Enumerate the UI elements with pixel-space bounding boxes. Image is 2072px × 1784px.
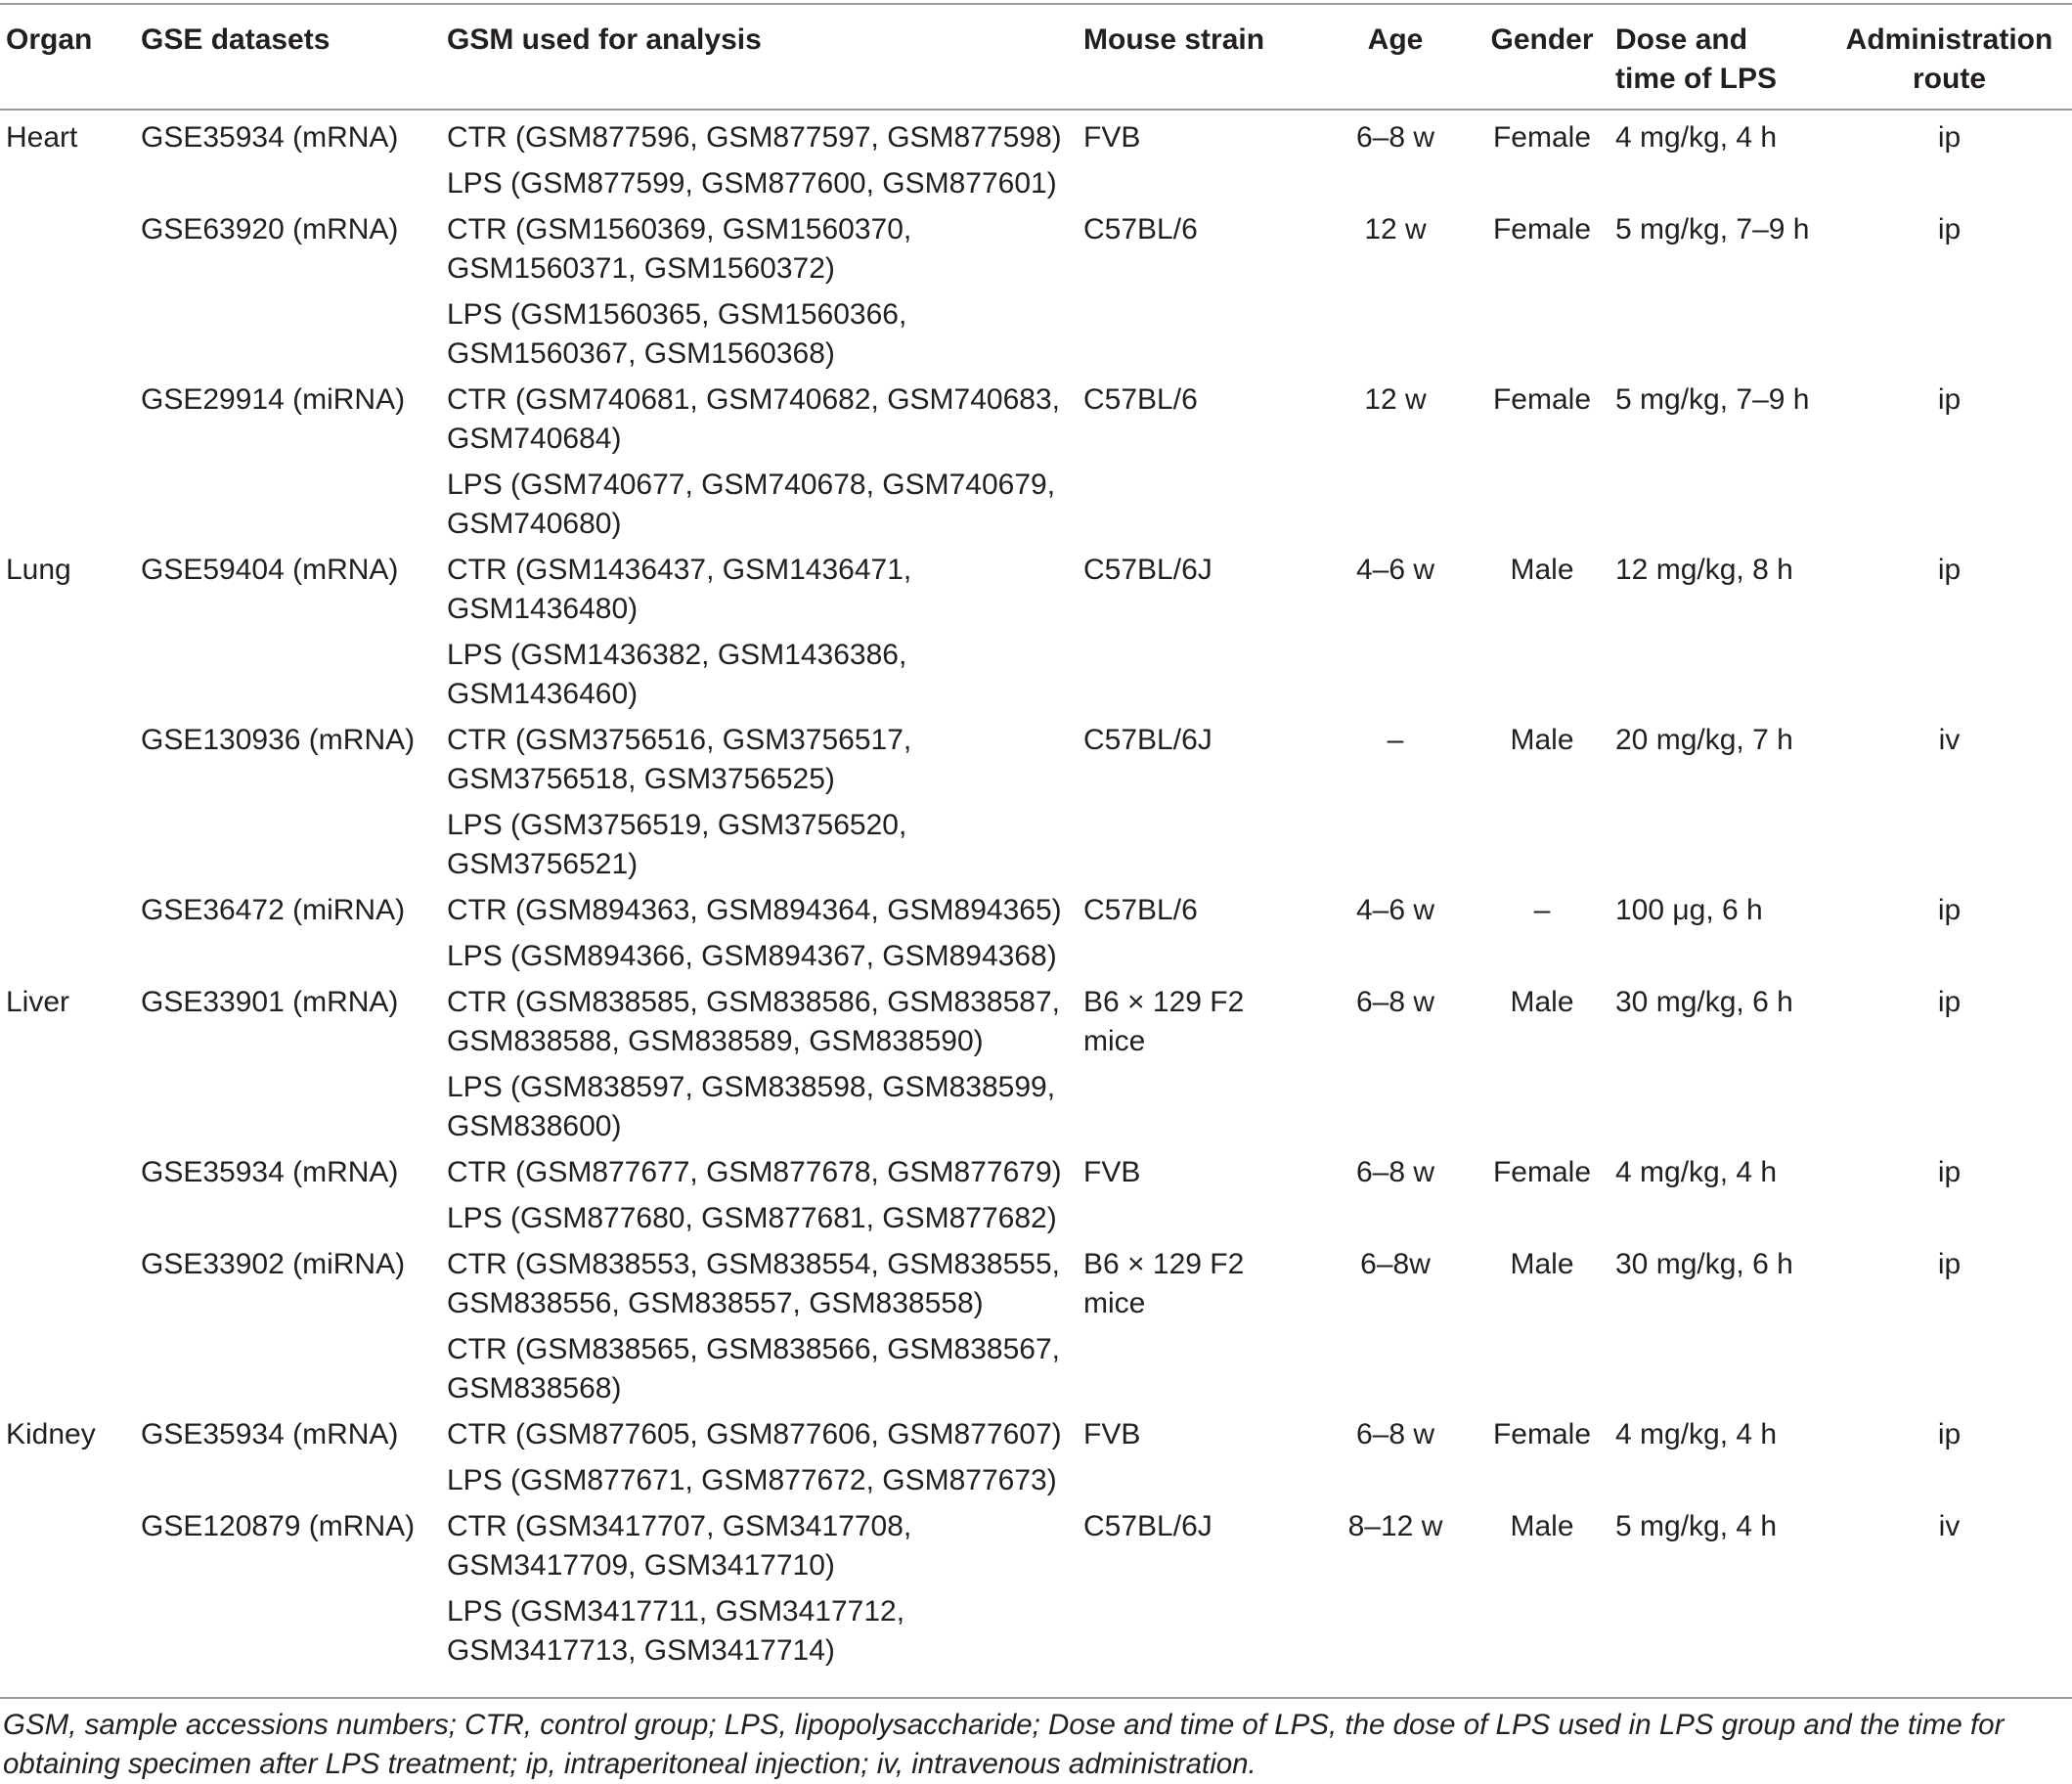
gse-cell [141, 1454, 447, 1500]
gsm-cell-line: GSM3756518, GSM3756525) [447, 763, 835, 795]
dose-cell [1615, 1061, 1827, 1146]
dose-cell: 4 mg/kg, 4 h [1615, 121, 1778, 154]
gse-cell [141, 289, 447, 374]
gsm-cell-line: CTR (GSM877605, GSM877606, GSM877607) [447, 1418, 1062, 1450]
table-row [0, 976, 2072, 1061]
gsm-cell-line: GSM1436480) [447, 593, 639, 625]
gender-cell [1469, 1323, 1615, 1408]
gse-cell: GSE36472 (miRNA) [141, 894, 406, 926]
strain-cell [1083, 1061, 1322, 1146]
header-route: Administration route [1845, 23, 2053, 95]
age-cell: 6–8w [1360, 1248, 1431, 1280]
strain-cell-line: FVB [1083, 1156, 1141, 1188]
strain-cell [1083, 976, 1322, 1061]
strain-cell [1083, 1238, 1322, 1323]
strain-cell-line: C57BL/6 [1083, 213, 1198, 245]
dose-cell [1615, 157, 1827, 203]
header-gse: GSE datasets [141, 23, 331, 56]
organ-cell [0, 289, 141, 374]
strain-cell [1083, 930, 1322, 976]
age-cell: 6–8 w [1355, 986, 1435, 1018]
route-cell: ip [1937, 554, 1962, 586]
table-row [0, 1323, 2072, 1408]
gender-cell: Male [1510, 1510, 1574, 1542]
organ-cell [0, 1238, 141, 1323]
gsm-cell [447, 799, 1083, 884]
gsm-cell-line: LPS (GSM3756519, GSM3756520, [447, 809, 907, 841]
gsm-cell-line: LPS (GSM838597, GSM838598, GSM838599, [447, 1071, 1056, 1103]
organ-cell [0, 374, 141, 459]
gsm-cell-line: CTR (GSM1436437, GSM1436471, [447, 554, 912, 586]
gse-cell [141, 930, 447, 976]
organ-cell [0, 1454, 141, 1500]
table-row [0, 1585, 2072, 1682]
dose-cell [1615, 289, 1827, 374]
gsm-cell [447, 1585, 1083, 1682]
dose-cell [1615, 1192, 1827, 1238]
gender-cell [1469, 157, 1615, 203]
organ-cell [0, 799, 141, 884]
dose-cell: 5 mg/kg, 4 h [1615, 1510, 1778, 1542]
gsm-cell-line: CTR (GSM838553, GSM838554, GSM838555, [447, 1248, 1060, 1280]
table-row [0, 1408, 2072, 1454]
gender-cell: Female [1492, 121, 1592, 154]
gsm-cell [447, 1323, 1083, 1408]
route-cell [1827, 289, 2072, 374]
table-bottom-rule [0, 1697, 2072, 1699]
gsm-cell-line: CTR (GSM838585, GSM838586, GSM838587, [447, 986, 1060, 1018]
gender-cell: Male [1510, 1248, 1574, 1280]
dose-cell: 30 mg/kg, 6 h [1615, 986, 1793, 1018]
route-cell [1827, 799, 2072, 884]
header-gsm: GSM used for analysis [447, 23, 762, 56]
route-cell: ip [1937, 121, 1962, 154]
gse-cell [141, 157, 447, 203]
gsm-cell-line: LPS (GSM877671, GSM877672, GSM877673) [447, 1464, 1057, 1496]
route-cell [1827, 1454, 2072, 1500]
age-cell: 4–6 w [1355, 894, 1435, 926]
age-cell [1322, 629, 1469, 714]
header-strain: Mouse strain [1083, 23, 1265, 56]
strain-cell-line: C57BL/6J [1083, 554, 1212, 586]
gsm-cell [447, 99, 1083, 157]
age-cell: – [1387, 724, 1404, 756]
gsm-cell-line: CTR (GSM877596, GSM877597, GSM877598) [447, 121, 1062, 154]
dose-cell [1615, 1585, 1827, 1682]
route-cell: ip [1937, 894, 1962, 926]
gsm-cell [447, 1500, 1083, 1585]
route-cell [1827, 1585, 2072, 1682]
table-row [0, 1146, 2072, 1192]
dose-cell [1615, 629, 1827, 714]
gender-cell [1469, 1192, 1615, 1238]
strain-cell [1083, 1500, 1322, 1585]
gsm-cell-line: LPS (GSM1560365, GSM1560366, [447, 298, 907, 331]
gse-cell: GSE35934 (mRNA) [141, 1418, 399, 1450]
gse-cell [141, 1192, 447, 1238]
gse-cell [141, 629, 447, 714]
age-cell [1322, 799, 1469, 884]
organ-cell [0, 203, 141, 289]
gse-cell: GSE33901 (mRNA) [141, 986, 399, 1018]
gsm-cell-line: LPS (GSM894366, GSM894367, GSM894368) [447, 940, 1057, 972]
gender-cell [1469, 930, 1615, 976]
route-cell: ip [1937, 1156, 1962, 1188]
gsm-cell [447, 930, 1083, 976]
route-cell [1827, 629, 2072, 714]
organ-cell [0, 714, 141, 799]
route-cell [1827, 157, 2072, 203]
gender-cell: Female [1492, 1418, 1592, 1450]
gse-cell [141, 459, 447, 544]
table-row [0, 1500, 2072, 1585]
gsm-cell [447, 289, 1083, 374]
route-cell: ip [1937, 986, 1962, 1018]
gender-cell [1469, 799, 1615, 884]
age-cell [1322, 289, 1469, 374]
gse-cell: GSE59404 (mRNA) [141, 554, 399, 586]
dose-cell [1615, 930, 1827, 976]
gsm-cell-line: GSM740680) [447, 508, 622, 540]
gsm-cell-line: GSM1436460) [447, 678, 639, 710]
gse-cell [141, 799, 447, 884]
gsm-cell-line: CTR (GSM3756516, GSM3756517, [447, 724, 912, 756]
organ-cell [0, 629, 141, 714]
organ-cell [0, 157, 141, 203]
strain-cell [1083, 459, 1322, 544]
strain-cell [1083, 203, 1322, 289]
gse-cell [141, 1061, 447, 1146]
gsm-cell-line: GSM838600) [447, 1110, 622, 1142]
table-row [0, 203, 2072, 289]
strain-cell [1083, 1585, 1322, 1682]
route-cell: ip [1937, 213, 1962, 245]
organ-cell [0, 1192, 141, 1238]
gse-cell: GSE63920 (mRNA) [141, 213, 399, 245]
gender-cell: Female [1492, 213, 1592, 245]
strain-cell-line: FVB [1083, 1418, 1141, 1450]
table-row [0, 884, 2072, 930]
table-row [0, 930, 2072, 976]
route-cell [1827, 930, 2072, 976]
table-row [0, 157, 2072, 203]
strain-cell [1083, 799, 1322, 884]
gender-cell [1469, 1061, 1615, 1146]
gsm-cell-line: GSM1560371, GSM1560372) [447, 252, 835, 285]
header-gender: Gender [1490, 23, 1594, 56]
age-cell: 4–6 w [1355, 554, 1435, 586]
dose-cell: 5 mg/kg, 7–9 h [1615, 213, 1810, 245]
age-cell: 6–8 w [1355, 1418, 1435, 1450]
gender-cell [1469, 629, 1615, 714]
strain-cell [1083, 544, 1322, 629]
strain-cell-line: mice [1083, 1287, 1146, 1319]
gsm-cell [447, 459, 1083, 544]
table-row [0, 289, 2072, 374]
route-cell [1827, 459, 2072, 544]
strain-cell [1083, 289, 1322, 374]
age-cell: 6–8 w [1355, 121, 1435, 154]
gsm-cell-line: CTR (GSM740681, GSM740682, GSM740683, [447, 383, 1060, 416]
dose-cell [1615, 1323, 1827, 1408]
organ-cell [0, 930, 141, 976]
organ-cell [0, 1585, 141, 1682]
table-row [0, 629, 2072, 714]
table-footnote: GSM, sample accessions numbers; CTR, control group; LPS, lipopolysaccharide; Dose and time of LPS, the dose of LPS used in LPS group and the time for obtaining specimen after LPS treatment; ip, intraperitoneal injection; iv, intravenous administration. [3, 1709, 2005, 1780]
strain-cell-line: C57BL/6 [1083, 383, 1198, 416]
gsm-cell [447, 157, 1083, 203]
route-cell [1827, 1323, 2072, 1408]
gsm-cell [447, 1454, 1083, 1500]
gsm-cell-line: LPS (GSM877599, GSM877600, GSM877601) [447, 167, 1057, 200]
gse-cell: GSE35934 (mRNA) [141, 1156, 399, 1188]
organ-cell: Heart [6, 121, 78, 154]
dose-cell: 4 mg/kg, 4 h [1615, 1418, 1778, 1450]
gsm-cell [447, 1238, 1083, 1323]
gsm-cell-line: GSM740684) [447, 423, 622, 455]
table-row [0, 1238, 2072, 1323]
gse-cell: GSE29914 (miRNA) [141, 383, 406, 416]
age-cell: 12 w [1364, 213, 1427, 245]
gsm-cell-line: LPS (GSM877680, GSM877681, GSM877682) [447, 1202, 1057, 1234]
route-cell [1827, 1192, 2072, 1238]
strain-cell [1083, 157, 1322, 203]
gse-cell [141, 1323, 447, 1408]
gsm-cell-line: GSM3417713, GSM3417714) [447, 1634, 835, 1667]
table-row [0, 1454, 2072, 1500]
gsm-cell-line: CTR (GSM3417707, GSM3417708, [447, 1510, 912, 1542]
dose-cell: 20 mg/kg, 7 h [1615, 724, 1793, 756]
gender-cell [1469, 459, 1615, 544]
dose-cell: 5 mg/kg, 7–9 h [1615, 383, 1810, 416]
table-row [0, 99, 2072, 157]
gsm-cell-line: CTR (GSM838565, GSM838566, GSM838567, [447, 1333, 1060, 1365]
table-row [0, 714, 2072, 799]
gender-cell [1469, 1585, 1615, 1682]
organ-cell [0, 1500, 141, 1585]
gsm-cell-line: GSM1560367, GSM1560368) [447, 337, 835, 370]
strain-cell [1083, 714, 1322, 799]
organ-cell [0, 1146, 141, 1192]
header-row [0, 5, 2072, 99]
organ-cell [0, 459, 141, 544]
gsm-cell-line: LPS (GSM1436382, GSM1436386, [447, 639, 907, 671]
gse-cell: GSE130936 (mRNA) [141, 724, 416, 756]
route-cell: ip [1937, 383, 1962, 416]
strain-cell-line: C57BL/6J [1083, 1510, 1212, 1542]
strain-cell [1083, 629, 1322, 714]
gender-cell [1469, 289, 1615, 374]
table-row [0, 544, 2072, 629]
gsm-cell-line: GSM838556, GSM838557, GSM838558) [447, 1287, 984, 1319]
gender-cell: Female [1492, 1156, 1592, 1188]
organ-cell [0, 1061, 141, 1146]
gsm-cell [447, 884, 1083, 930]
organ-cell: Lung [6, 554, 71, 586]
gender-cell: Male [1510, 986, 1574, 1018]
header-organ: Organ [6, 23, 93, 56]
strain-cell-line: C57BL/6J [1083, 724, 1212, 756]
dose-cell: 100 μg, 6 h [1615, 894, 1763, 926]
gsm-cell [447, 203, 1083, 289]
age-cell: 12 w [1364, 383, 1427, 416]
gender-cell: Male [1510, 554, 1574, 586]
gsm-cell [447, 714, 1083, 799]
dose-cell [1615, 459, 1827, 544]
organ-cell [0, 1323, 141, 1408]
gsm-cell-line: CTR (GSM1560369, GSM1560370, [447, 213, 912, 245]
organ-cell: Kidney [6, 1418, 96, 1450]
gender-cell: Male [1510, 724, 1574, 756]
strain-cell [1083, 374, 1322, 459]
table-row [0, 1192, 2072, 1238]
age-cell [1322, 1585, 1469, 1682]
table-row [0, 799, 2072, 884]
age-cell [1322, 459, 1469, 544]
organ-cell [0, 884, 141, 930]
strain-cell [1083, 1192, 1322, 1238]
strain-cell-line: B6 × 129 F2 [1083, 986, 1245, 1018]
age-cell [1322, 1323, 1469, 1408]
gsm-cell-line: LPS (GSM3417711, GSM3417712, [447, 1595, 905, 1628]
datasets-table [0, 5, 2072, 1682]
gsm-cell [447, 629, 1083, 714]
strain-cell [1083, 99, 1322, 157]
age-cell [1322, 157, 1469, 203]
gsm-cell-line: GSM3417709, GSM3417710) [447, 1549, 835, 1582]
strain-cell [1083, 1454, 1322, 1500]
strain-cell-line: FVB [1083, 121, 1141, 154]
gender-cell: Female [1492, 383, 1592, 416]
gsm-cell-line: GSM3756521) [447, 848, 639, 880]
strain-cell [1083, 1323, 1322, 1408]
strain-cell-line: B6 × 129 F2 [1083, 1248, 1245, 1280]
age-cell [1322, 1192, 1469, 1238]
gsm-cell [447, 1192, 1083, 1238]
gsm-cell-line: CTR (GSM894363, GSM894364, GSM894365) [447, 894, 1062, 926]
header-age: Age [1367, 23, 1424, 56]
age-cell [1322, 930, 1469, 976]
dose-cell: 30 mg/kg, 6 h [1615, 1248, 1793, 1280]
age-cell [1322, 1061, 1469, 1146]
gsm-cell-line: GSM838588, GSM838589, GSM838590) [447, 1025, 984, 1057]
header-dose: Dose and time of LPS [1615, 23, 1778, 95]
route-cell: iv [1938, 1510, 1961, 1542]
route-cell [1827, 1061, 2072, 1146]
age-cell: 6–8 w [1355, 1156, 1435, 1188]
route-cell: iv [1938, 724, 1961, 756]
gse-cell: GSE120879 (mRNA) [141, 1510, 416, 1542]
route-cell: ip [1937, 1418, 1962, 1450]
age-cell [1322, 1454, 1469, 1500]
age-cell: 8–12 w [1347, 1510, 1443, 1542]
strain-cell-line: mice [1083, 1025, 1146, 1057]
strain-cell [1083, 884, 1322, 930]
route-cell: ip [1937, 1248, 1962, 1280]
dose-cell: 4 mg/kg, 4 h [1615, 1156, 1778, 1188]
table-row [0, 374, 2072, 459]
gender-cell [1469, 1454, 1615, 1500]
table-row [0, 1061, 2072, 1146]
gsm-cell-line: LPS (GSM740677, GSM740678, GSM740679, [447, 468, 1056, 501]
strain-cell [1083, 1146, 1322, 1192]
gsm-cell [447, 374, 1083, 459]
gsm-cell [447, 1061, 1083, 1146]
table-row [0, 459, 2072, 544]
strain-cell [1083, 1408, 1322, 1454]
gse-cell: GSE33902 (miRNA) [141, 1248, 406, 1280]
dose-cell [1615, 1454, 1827, 1500]
gsm-cell-line: CTR (GSM877677, GSM877678, GSM877679) [447, 1156, 1062, 1188]
dose-cell [1615, 799, 1827, 884]
gsm-cell [447, 544, 1083, 629]
gsm-cell [447, 976, 1083, 1061]
dose-cell: 12 mg/kg, 8 h [1615, 554, 1793, 586]
gsm-cell [447, 1408, 1083, 1454]
strain-cell-line: C57BL/6 [1083, 894, 1198, 926]
gsm-cell [447, 1146, 1083, 1192]
gse-cell [141, 1585, 447, 1682]
gender-cell: – [1533, 894, 1551, 926]
gse-cell: GSE35934 (mRNA) [141, 121, 399, 154]
gsm-cell-line: GSM838568) [447, 1372, 622, 1405]
organ-cell: Liver [6, 986, 70, 1018]
